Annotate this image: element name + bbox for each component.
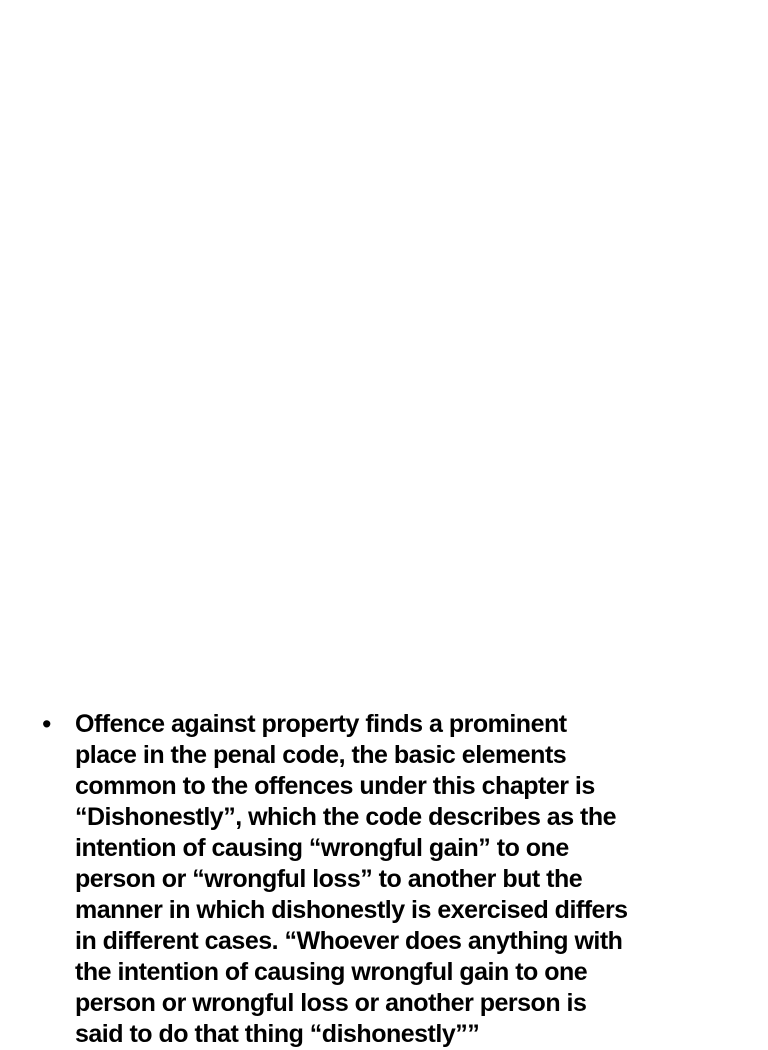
bullet-line: Offence against property finds a prominent [75,710,567,738]
bullet-line: the intention of causing wrongful gain to one [75,958,588,986]
bullet-dot-icon: • [42,709,52,739]
bullet-line: manner in which dishonestly is exercised differs [75,896,628,924]
bullet-line: common to the offences under this chapter is [75,772,595,800]
bullet-list [0,709,768,1050]
bullet-line: place in the penal code, the basic elements [75,741,567,769]
bullet-line: “Dishonestly”, which the code describes as the [75,803,617,831]
bullet-line: intention of causing “wrongful gain” to one [75,834,569,862]
bullet-line: person or “wrongful loss” to another but the [75,865,583,893]
bullet-line: said to do that thing “dishonestly”” [75,1020,480,1048]
bullet-line: in different cases. “Whoever does anything with [75,927,623,955]
bullet-line: person or wrongful loss or another person is [75,989,587,1017]
bullet-item [0,709,768,1050]
